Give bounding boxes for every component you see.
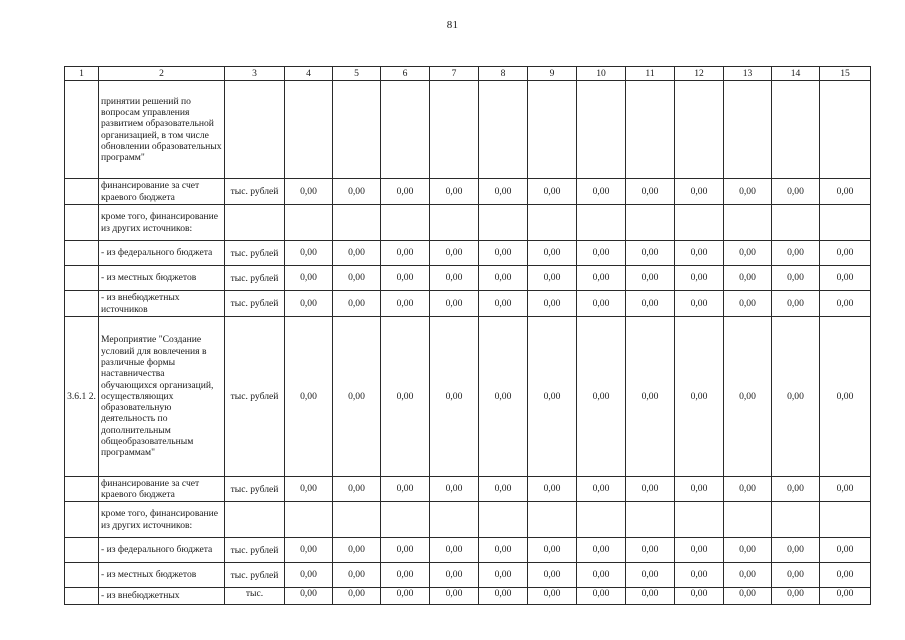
value-cell-col-5: 0,00 <box>333 538 381 563</box>
value-cell-col-9 <box>528 205 577 241</box>
row-number <box>65 81 99 179</box>
row-number: 3.6.1 2. <box>65 317 99 477</box>
table-row <box>65 291 871 317</box>
value-cell-col-7 <box>430 81 479 179</box>
value-cell-col-7: 0,00 <box>430 588 479 605</box>
header-col-3: 3 <box>225 67 285 81</box>
value-cell-col-14: 0,00 <box>772 241 820 266</box>
table-row <box>65 563 871 588</box>
value-cell-col-14: 0,00 <box>772 563 820 588</box>
table-row <box>65 266 871 291</box>
value-cell-col-10 <box>577 81 626 179</box>
value-cell-col-4: 0,00 <box>285 563 333 588</box>
value-cell-col-12 <box>675 81 724 179</box>
table-row <box>65 179 871 205</box>
value-cell-col-8 <box>479 205 528 241</box>
value-cell-col-10 <box>577 502 626 538</box>
header-col-15: 15 <box>820 67 871 81</box>
row-description: кроме того, финансирование из других источников: <box>99 502 225 538</box>
value-cell-col-14: 0,00 <box>772 477 820 502</box>
value-cell-col-8: 0,00 <box>479 477 528 502</box>
header-col-8: 8 <box>479 67 528 81</box>
value-cell-col-4: 0,00 <box>285 266 333 291</box>
value-cell-col-15 <box>820 81 871 179</box>
value-cell-col-7: 0,00 <box>430 266 479 291</box>
header-col-13: 13 <box>724 67 772 81</box>
row-unit: тыс. рублей <box>225 563 285 588</box>
value-cell-col-7: 0,00 <box>430 317 479 477</box>
value-cell-col-13: 0,00 <box>724 317 772 477</box>
value-cell-col-14 <box>772 205 820 241</box>
value-cell-col-11: 0,00 <box>626 538 675 563</box>
table-row <box>65 81 871 179</box>
table-row <box>65 477 871 502</box>
row-number <box>65 563 99 588</box>
row-description: - из внебюджетных <box>99 588 225 605</box>
value-cell-col-5 <box>333 81 381 179</box>
row-number <box>65 241 99 266</box>
header-col-7: 7 <box>430 67 479 81</box>
value-cell-col-15: 0,00 <box>820 538 871 563</box>
header-col-2: 2 <box>99 67 225 81</box>
value-cell-col-8: 0,00 <box>479 563 528 588</box>
value-cell-col-13: 0,00 <box>724 179 772 205</box>
value-cell-col-6: 0,00 <box>381 477 430 502</box>
row-description: - из федерального бюджета <box>99 241 225 266</box>
value-cell-col-13: 0,00 <box>724 563 772 588</box>
value-cell-col-10: 0,00 <box>577 241 626 266</box>
value-cell-col-11: 0,00 <box>626 179 675 205</box>
value-cell-col-12 <box>675 502 724 538</box>
value-cell-col-9: 0,00 <box>528 477 577 502</box>
header-col-10: 10 <box>577 67 626 81</box>
value-cell-col-10: 0,00 <box>577 538 626 563</box>
header-col-6: 6 <box>381 67 430 81</box>
table-row <box>65 502 871 538</box>
value-cell-col-15 <box>820 502 871 538</box>
value-cell-col-7: 0,00 <box>430 291 479 317</box>
value-cell-col-12 <box>675 205 724 241</box>
value-cell-col-4: 0,00 <box>285 317 333 477</box>
value-cell-col-15: 0,00 <box>820 291 871 317</box>
value-cell-col-10: 0,00 <box>577 477 626 502</box>
value-cell-col-12: 0,00 <box>675 291 724 317</box>
row-number <box>65 477 99 502</box>
value-cell-col-15: 0,00 <box>820 266 871 291</box>
row-number <box>65 291 99 317</box>
value-cell-col-4: 0,00 <box>285 477 333 502</box>
value-cell-col-9 <box>528 502 577 538</box>
row-unit <box>225 502 285 538</box>
value-cell-col-5: 0,00 <box>333 241 381 266</box>
value-cell-col-8 <box>479 502 528 538</box>
value-cell-col-11 <box>626 205 675 241</box>
table-row <box>65 241 871 266</box>
value-cell-col-6 <box>381 81 430 179</box>
value-cell-col-8: 0,00 <box>479 266 528 291</box>
row-number <box>65 502 99 538</box>
value-cell-col-7: 0,00 <box>430 538 479 563</box>
value-cell-col-11: 0,00 <box>626 317 675 477</box>
value-cell-col-15: 0,00 <box>820 241 871 266</box>
row-unit <box>225 81 285 179</box>
value-cell-col-8 <box>479 81 528 179</box>
value-cell-col-5: 0,00 <box>333 563 381 588</box>
row-number <box>65 538 99 563</box>
value-cell-col-10: 0,00 <box>577 266 626 291</box>
row-description: Мероприятие "Создание условий для вовлечения в различные формы наставничества обучающихся организаций, осуществляющих образовательную деятельность по дополнительным общеобразовательным программам" <box>99 317 225 477</box>
value-cell-col-4: 0,00 <box>285 538 333 563</box>
value-cell-col-6 <box>381 502 430 538</box>
row-description: принятии решений по вопросам управления развитием образовательной организацией, в том числе обновлении образовательных программ" <box>99 81 225 179</box>
value-cell-col-7: 0,00 <box>430 563 479 588</box>
value-cell-col-15 <box>820 205 871 241</box>
value-cell-col-4 <box>285 205 333 241</box>
value-cell-col-6: 0,00 <box>381 291 430 317</box>
value-cell-col-13: 0,00 <box>724 477 772 502</box>
value-cell-col-14: 0,00 <box>772 291 820 317</box>
value-cell-col-15: 0,00 <box>820 179 871 205</box>
table-row <box>65 205 871 241</box>
value-cell-col-4: 0,00 <box>285 291 333 317</box>
value-cell-col-12: 0,00 <box>675 266 724 291</box>
row-unit: тыс. рублей <box>225 291 285 317</box>
value-cell-col-14: 0,00 <box>772 179 820 205</box>
value-cell-col-9: 0,00 <box>528 291 577 317</box>
value-cell-col-9: 0,00 <box>528 317 577 477</box>
value-cell-col-6: 0,00 <box>381 563 430 588</box>
budget-table <box>64 66 871 605</box>
value-cell-col-7: 0,00 <box>430 179 479 205</box>
value-cell-col-9: 0,00 <box>528 563 577 588</box>
value-cell-col-10: 0,00 <box>577 317 626 477</box>
value-cell-col-6: 0,00 <box>381 588 430 605</box>
value-cell-col-6: 0,00 <box>381 317 430 477</box>
value-cell-col-9: 0,00 <box>528 241 577 266</box>
value-cell-col-14 <box>772 81 820 179</box>
value-cell-col-12: 0,00 <box>675 317 724 477</box>
row-unit: тыс. рублей <box>225 179 285 205</box>
value-cell-col-9: 0,00 <box>528 266 577 291</box>
value-cell-col-11: 0,00 <box>626 266 675 291</box>
value-cell-col-4: 0,00 <box>285 588 333 605</box>
row-description: кроме того, финансирование из других источников: <box>99 205 225 241</box>
row-unit: тыс. рублей <box>225 317 285 477</box>
value-cell-col-15: 0,00 <box>820 477 871 502</box>
value-cell-col-12: 0,00 <box>675 477 724 502</box>
value-cell-col-15: 0,00 <box>820 317 871 477</box>
row-number <box>65 266 99 291</box>
header-col-1: 1 <box>65 67 99 81</box>
value-cell-col-12: 0,00 <box>675 241 724 266</box>
row-unit: тыс. рублей <box>225 477 285 502</box>
row-number <box>65 205 99 241</box>
table-row <box>65 538 871 563</box>
value-cell-col-5: 0,00 <box>333 291 381 317</box>
value-cell-col-4: 0,00 <box>285 179 333 205</box>
value-cell-col-5: 0,00 <box>333 179 381 205</box>
header-col-4: 4 <box>285 67 333 81</box>
table-row <box>65 317 871 477</box>
value-cell-col-11: 0,00 <box>626 563 675 588</box>
value-cell-col-8: 0,00 <box>479 538 528 563</box>
value-cell-col-11: 0,00 <box>626 241 675 266</box>
value-cell-col-5: 0,00 <box>333 588 381 605</box>
value-cell-col-11 <box>626 81 675 179</box>
value-cell-col-10: 0,00 <box>577 291 626 317</box>
value-cell-col-14: 0,00 <box>772 538 820 563</box>
value-cell-col-6: 0,00 <box>381 266 430 291</box>
value-cell-col-9: 0,00 <box>528 538 577 563</box>
header-col-9: 9 <box>528 67 577 81</box>
value-cell-col-8: 0,00 <box>479 317 528 477</box>
value-cell-col-11: 0,00 <box>626 477 675 502</box>
row-unit: тыс. рублей <box>225 538 285 563</box>
value-cell-col-5: 0,00 <box>333 266 381 291</box>
value-cell-col-15: 0,00 <box>820 563 871 588</box>
row-unit: тыс. рублей <box>225 266 285 291</box>
value-cell-col-4 <box>285 81 333 179</box>
value-cell-col-8: 0,00 <box>479 179 528 205</box>
page-number: 81 <box>446 19 459 31</box>
value-cell-col-13: 0,00 <box>724 291 772 317</box>
row-description: финансирование за счет краевого бюджета <box>99 179 225 205</box>
value-cell-col-5: 0,00 <box>333 477 381 502</box>
row-number <box>65 588 99 605</box>
value-cell-col-14: 0,00 <box>772 588 820 605</box>
value-cell-col-10: 0,00 <box>577 563 626 588</box>
value-cell-col-6: 0,00 <box>381 538 430 563</box>
value-cell-col-5 <box>333 205 381 241</box>
row-number <box>65 179 99 205</box>
row-description: - из местных бюджетов <box>99 563 225 588</box>
value-cell-col-14 <box>772 502 820 538</box>
table-row <box>65 588 871 605</box>
value-cell-col-11: 0,00 <box>626 291 675 317</box>
value-cell-col-13 <box>724 502 772 538</box>
value-cell-col-14: 0,00 <box>772 266 820 291</box>
value-cell-col-4: 0,00 <box>285 241 333 266</box>
value-cell-col-9 <box>528 81 577 179</box>
header-col-11: 11 <box>626 67 675 81</box>
value-cell-col-13 <box>724 205 772 241</box>
value-cell-col-6: 0,00 <box>381 179 430 205</box>
value-cell-col-9: 0,00 <box>528 588 577 605</box>
value-cell-col-9: 0,00 <box>528 179 577 205</box>
value-cell-col-7: 0,00 <box>430 477 479 502</box>
value-cell-col-7: 0,00 <box>430 241 479 266</box>
row-unit: тыс. <box>225 588 285 605</box>
value-cell-col-10: 0,00 <box>577 588 626 605</box>
value-cell-col-13 <box>724 81 772 179</box>
value-cell-col-6 <box>381 205 430 241</box>
value-cell-col-10 <box>577 205 626 241</box>
value-cell-col-11 <box>626 502 675 538</box>
value-cell-col-14: 0,00 <box>772 317 820 477</box>
value-cell-col-5: 0,00 <box>333 317 381 477</box>
row-description: - из внебюджетных источников <box>99 291 225 317</box>
value-cell-col-8: 0,00 <box>479 588 528 605</box>
row-description: финансирование за счет краевого бюджета <box>99 477 225 502</box>
table-header-row <box>65 67 871 81</box>
value-cell-col-8: 0,00 <box>479 291 528 317</box>
value-cell-col-13: 0,00 <box>724 266 772 291</box>
value-cell-col-12: 0,00 <box>675 588 724 605</box>
value-cell-col-12: 0,00 <box>675 563 724 588</box>
value-cell-col-13: 0,00 <box>724 538 772 563</box>
row-description: - из местных бюджетов <box>99 266 225 291</box>
value-cell-col-5 <box>333 502 381 538</box>
header-col-14: 14 <box>772 67 820 81</box>
value-cell-col-10: 0,00 <box>577 179 626 205</box>
value-cell-col-11: 0,00 <box>626 588 675 605</box>
value-cell-col-4 <box>285 502 333 538</box>
row-description: - из федерального бюджета <box>99 538 225 563</box>
value-cell-col-6: 0,00 <box>381 241 430 266</box>
value-cell-col-15: 0,00 <box>820 588 871 605</box>
value-cell-col-13: 0,00 <box>724 241 772 266</box>
value-cell-col-12: 0,00 <box>675 179 724 205</box>
value-cell-col-7 <box>430 502 479 538</box>
value-cell-col-12: 0,00 <box>675 538 724 563</box>
header-col-5: 5 <box>333 67 381 81</box>
value-cell-col-13: 0,00 <box>724 588 772 605</box>
header-col-12: 12 <box>675 67 724 81</box>
row-unit: тыс. рублей <box>225 241 285 266</box>
value-cell-col-8: 0,00 <box>479 241 528 266</box>
value-cell-col-7 <box>430 205 479 241</box>
row-unit <box>225 205 285 241</box>
